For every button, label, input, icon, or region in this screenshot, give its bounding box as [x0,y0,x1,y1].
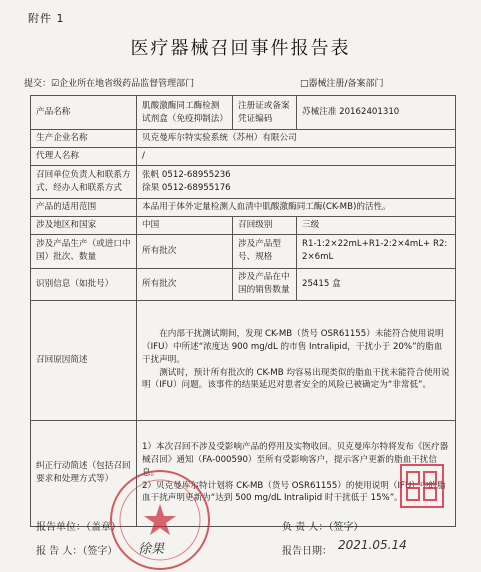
reporter-signature: 徐果 [138,542,165,557]
page-title: 医疗器械召回事件报告表 [130,38,351,59]
contact-value [137,165,456,198]
level-value: 三级 [297,216,456,234]
reporter-label: 报 告 人：（签字） [36,546,118,557]
id-label: 识别信息（如批号） [31,268,137,300]
table-row [31,165,456,198]
table-row [31,300,456,420]
contact-label: 召回单位负责人和联系方式、经办人和联系方式 [31,165,137,198]
id-value: 所有批次 [137,268,233,300]
manufacturer-label: 生产企业名称 [31,130,137,148]
table-row [31,268,456,300]
submit-to-province: 提交：☑企业所在地省级药品监督管理部门 [24,79,195,89]
contact-line-1: 张帆 0512-68955236 [142,169,231,180]
reg-cert-value: 苏械注准 20162401310 [297,96,456,130]
submit-to-registration: □器械注册/备案部门 [300,79,384,89]
agent-label: 代理人名称 [31,147,137,165]
sales-value: 25415 盒 [297,268,456,300]
scope-value: 本品用于体外定量检测人血清中肌酸激酶同工酶(CK-MB)的活性。 [137,198,456,216]
product-name-label: 产品名称 [31,96,137,130]
scope-label: 产品的适用范围 [31,198,137,216]
reason-paragraph-1: 在内部干扰测试期间，发现 CK-MB（货号 OSR61155）未能符合使用说明（IFU）中所述“浓度达 900 mg/dL 的市售 Intralipid，干扰小于 20%”的脂血干扰声明。 [142,328,444,365]
model-label: 涉及产品型号、规格 [233,234,297,268]
table-row [31,130,456,148]
report-form-table [30,95,456,527]
attachment-label: 附件 1 [28,12,65,25]
table-row [31,96,456,130]
sales-label: 涉及产品在中国的销售数量 [233,268,297,300]
batch-value: 所有批次 [137,234,233,268]
reg-cert-label: 注册证或备案凭证编码 [233,96,297,130]
region-value: 中国 [137,216,233,234]
model-value: R1-1:2×22mL+R1-2:2×4mL+ R2: 2×6mL [297,234,456,268]
product-name-value: 肌酸激酶同工酶检测试剂盒（免疫抑制法） [137,96,233,130]
table-row [31,147,456,165]
action-item-1: 1）本次召回不涉及受影响产品的停用及实物收回。贝克曼库尔特将发布《医疗器械召回》通知（FA-000590）至所有受影响客户，提示客户更新的脂血干扰信息。 [142,441,449,478]
reason-paragraph-2: 测试时，预计所有批次的 CK-MB 均容易出现类似的脂血干扰未能符合使用说明（IFU）问题。该事件的结果延迟对患者安全的风险已被确定为“非常低”。 [142,367,450,391]
batch-label: 涉及产品生产（或进口中国）批次、数量 [31,234,137,268]
personal-name-stamp [400,464,444,508]
table-row [31,198,456,216]
report-unit-label: 报告单位：（盖章） [36,522,121,533]
report-date-handwritten: 2021.05.14 [338,538,407,552]
region-label: 涉及地区和国家 [31,216,137,234]
report-date-label: 报告日期： [282,546,332,557]
stamp-glyph-icon [402,466,442,506]
manufacturer-value: 贝克曼库尔特实验系统（苏州）有限公司 [137,130,456,148]
level-label: 召回级别 [233,216,297,234]
table-row [31,216,456,234]
action-item-2: 2）贝克曼库尔特计划将 CK-MB（货号 OSR61155）的使用说明（IFU）中的脂血干扰声明更新为“达到 500 mg/dL Intralipid 时干扰低于 15%”。 [142,480,446,504]
responsible-label: 负 责 人：（签字） [282,522,364,533]
action-label: 纠正行动简述（包括召回要求和处理方式等） [31,420,137,526]
submit-to-line [24,76,384,89]
table-row [31,420,456,526]
agent-value: / [137,147,456,165]
contact-line-2: 徐果 0512-68955176 [142,182,231,193]
table-row [31,234,456,268]
reason-label: 召回原因简述 [31,300,137,420]
reason-value [137,300,456,420]
